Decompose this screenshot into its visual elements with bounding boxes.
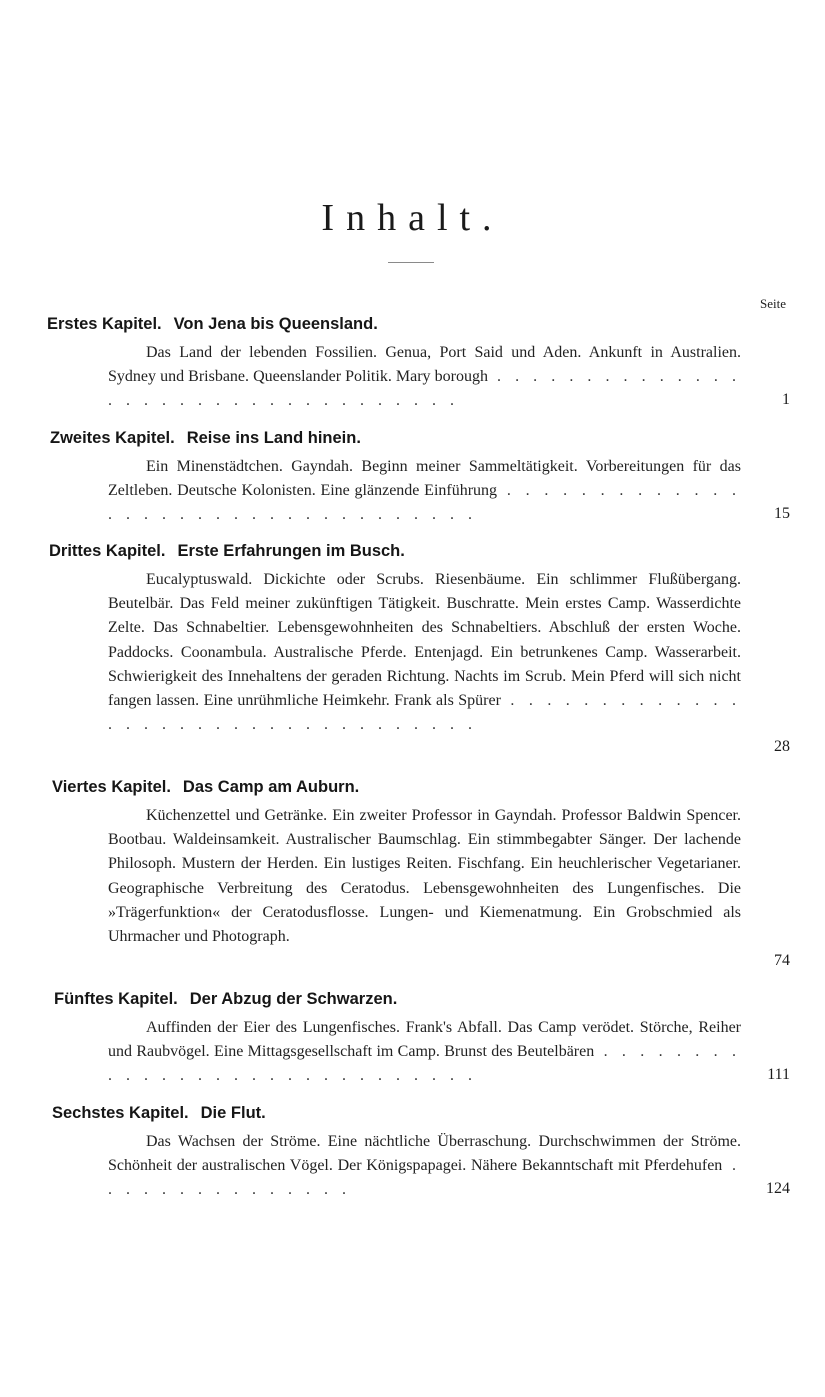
chapter-page-number: 124 [766, 1180, 790, 1197]
chapter-summary-text: Eucalyptuswald. Dickichte oder Scrubs. Riesenbäume. Ein schlimmer Flußübergang. Beutelbär. Das Feld meiner zukünftigen Tätigkeit. Buschratte. Mein erstes Camp. Wasserdichte Zelte. Das Schnabeltier. Lebensgewohnheiten des Schnabeltiers. Abschluß der ersten Woche. Paddocks. Coonambula. Australische Pferde. Entenjagd. Ein betrunkenes Camp. Wasserarbeit. Schwierigkeit des Innehaltens der geraden Richtung. Nachts im Scrub. Mein Pferd will sich nicht fangen lassen. Eine unrühmliche Heimkehr. Frank als Spürer [108, 571, 741, 710]
chapter-title: Die Flut. [200, 1104, 266, 1122]
chapter-title: Erste Erfahrungen im Busch. [177, 542, 405, 560]
chapter-page-number: 28 [774, 738, 790, 755]
chapter-summary [108, 1016, 741, 1089]
chapter-label: Viertes Kapitel. [52, 778, 171, 796]
chapter-title: Reise ins Land hinein. [186, 429, 361, 447]
chapter-heading [54, 988, 825, 1010]
leader-dots: . . . . . . . . . . . . . . . [108, 1157, 742, 1199]
chapter-title: Von Jena bis Queensland. [173, 315, 378, 333]
chapter-summary-text: Das Wachsen der Ströme. Eine nächtliche Überraschung. Durchschwimmen der Ströme. Schönheit der australischen Vögel. Der Königspapagei. Nähere Bekanntschaft mit Pferdehufen [108, 1133, 741, 1175]
chapter-summary [108, 455, 741, 528]
chapter-summary-text: Küchenzettel und Getränke. Ein zweiter Professor in Gayndah. Professor Baldwin Spencer. Bootbau. Waldeinsamkeit. Australischer Baumschlag. Ein stimmbegabter Sänger. Der lachende Philosoph. Mustern der Herden. Ein lustiges Reiten. Fischfang. Ein heuchlerischer Vegetarianer. Geographische Verbreitung des Ceratodus. Lebensgewohnheiten des Lungenfisches. Die »Trägerfunktion« der Ceratodusflosse. Lungen- und Kiemenatmung. Ein Grobschmied als Uhrmacher und Photograph. [108, 807, 741, 946]
page-column-label: Seite [760, 296, 786, 311]
chapter-entry [0, 776, 825, 969]
chapter-summary [108, 804, 741, 949]
chapter-entry [0, 1102, 825, 1203]
chapter-page-number: 111 [767, 1066, 790, 1083]
chapter-label: Zweites Kapitel. [50, 429, 175, 447]
chapter-title: Der Abzug der Schwarzen. [189, 990, 398, 1008]
chapter-entry [0, 313, 825, 414]
chapter-summary [108, 341, 741, 414]
leader-dots: . . . . . . . . . . . . . . . . . . . . . . . . . . . . . . . . . . [108, 368, 742, 410]
chapter-entry [0, 540, 825, 755]
chapter-page-number: 15 [774, 505, 790, 522]
page-title: Inhalt. [321, 197, 504, 239]
chapter-label: Erstes Kapitel. [47, 315, 162, 333]
chapter-heading [50, 427, 825, 449]
chapter-entry [0, 427, 825, 528]
chapter-heading [52, 776, 825, 798]
title-rule [388, 262, 434, 263]
leader-dots: . . . . . . . . . . . . . . . . . . . . . . . . . . . . . . . . . . [108, 692, 742, 734]
chapter-label: Sechstes Kapitel. [52, 1104, 189, 1122]
leader-dots: . . . . . . . . . . . . . . . . . . . . . . . . . . . . . [108, 1043, 741, 1085]
chapter-page-number: 1 [782, 391, 790, 408]
chapter-title: Das Camp am Auburn. [182, 778, 360, 796]
chapter-heading [49, 540, 825, 562]
chapter-summary [108, 1130, 741, 1203]
chapter-summary-text: Ein Minenstädtchen. Gayndah. Beginn meiner Sammeltätigkeit. Vorbereitungen für das Zeltleben. Deutsche Kolonisten. Eine glänzende Einführung [108, 458, 741, 500]
chapter-summary-text: Das Land der lebenden Fossilien. Genua, Port Said und Aden. Ankunft in Australien. Sydney und Brisbane. Queenslander Politik. Mary borough [108, 344, 741, 386]
chapter-summary-text: Auffinden der Eier des Lungenfisches. Frank's Abfall. Das Camp verödet. Störche, Reiher und Raubvögel. Eine Mittagsgesellschaft im Camp. Brunst des Beutelbären [108, 1019, 741, 1061]
chapter-entry [0, 988, 825, 1089]
chapter-summary [108, 568, 741, 737]
chapter-label: Fünftes Kapitel. [54, 990, 178, 1008]
leader-dots: . . . . . . . . . . . . . . . . . . . . . . . . . . . . . . . . . . [108, 482, 741, 524]
chapter-heading [47, 313, 825, 335]
chapter-page-number: 74 [774, 952, 790, 969]
chapter-heading [52, 1102, 825, 1124]
chapter-label: Drittes Kapitel. [49, 542, 166, 560]
